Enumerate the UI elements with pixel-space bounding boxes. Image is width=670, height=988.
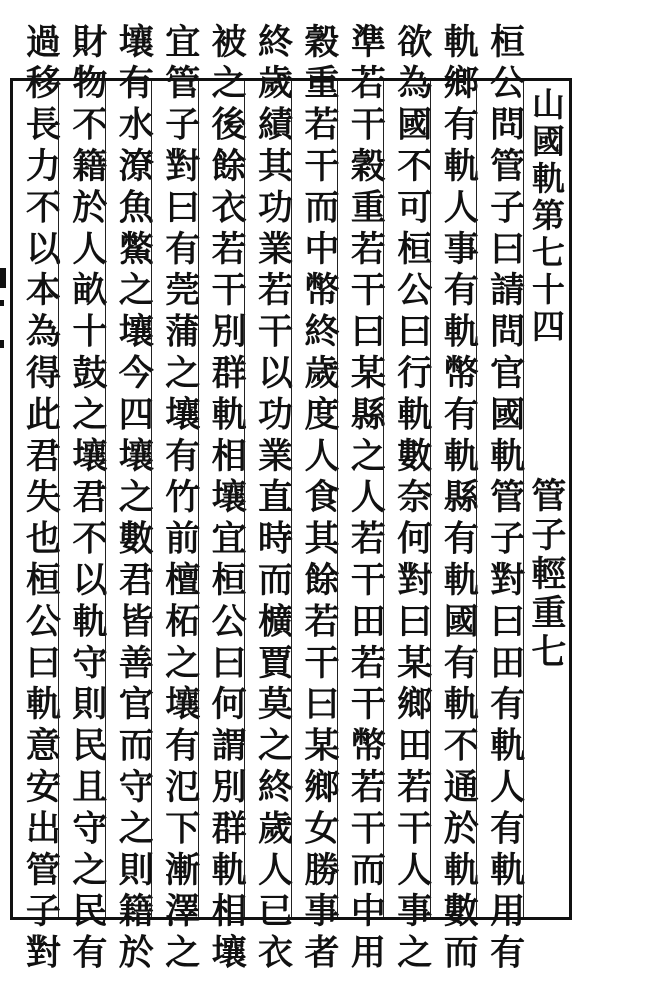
column-text: 欲為國不可桓公曰行軌數奈何對曰某鄉田若干人事之 [391,22,433,976]
margin-mark [0,300,4,306]
text-column [430,22,480,976]
title-column [523,81,569,917]
column-text: 桓公問管子曰請問官國軌管子對曰田有軌人有軌用有 [484,22,526,976]
margin-mark [0,340,4,348]
column-grid [13,22,569,976]
text-column [13,22,62,976]
column-text: 軌鄉有軌人事有軌幣有軌縣有軌國有軌不通於軌數而 [438,22,480,976]
column-text: 過移長力不以本為得此君失也桓公曰軌意安出管子對 [20,22,62,976]
author-attribution: 管子輕重七 [525,477,567,672]
column-text: 準若干穀重若干曰某縣之人若干田若干幣若干而中用 [345,22,387,976]
text-column [383,22,433,976]
text-column [105,22,155,976]
chapter-title: 山國軌第七十四 [526,87,566,346]
text-column [244,22,294,976]
text-frame [10,22,572,976]
column-text: 財物不籍於人畝十鼓之壤君不以軌守則民且守之民有 [66,22,108,976]
column-text: 宜管子對曰有莞蒲之壤有竹前檀柘之壤有氾下漸澤之 [159,22,201,976]
column-text: 終歲績其功業若干以功業直時而櫎賈莫之終歲人已衣 [252,22,294,976]
text-column [151,22,201,976]
column-text: 穀重若干而中幣終歲度人食其餘若干曰某鄉女勝事者 [298,22,340,976]
text-column [476,22,526,976]
text-column [291,22,340,976]
margin-mark [0,268,6,288]
text-column [198,22,248,976]
column-text: 壤有水潦魚鱉之壤今四壤之數君皆善官而守之則籍於 [113,22,155,976]
title-block [524,87,569,911]
column-text: 被之後餘衣若干別群軌相壤宜桓公曰何謂別群軌相壤 [206,22,248,976]
text-column [58,22,108,976]
text-column [337,22,387,976]
